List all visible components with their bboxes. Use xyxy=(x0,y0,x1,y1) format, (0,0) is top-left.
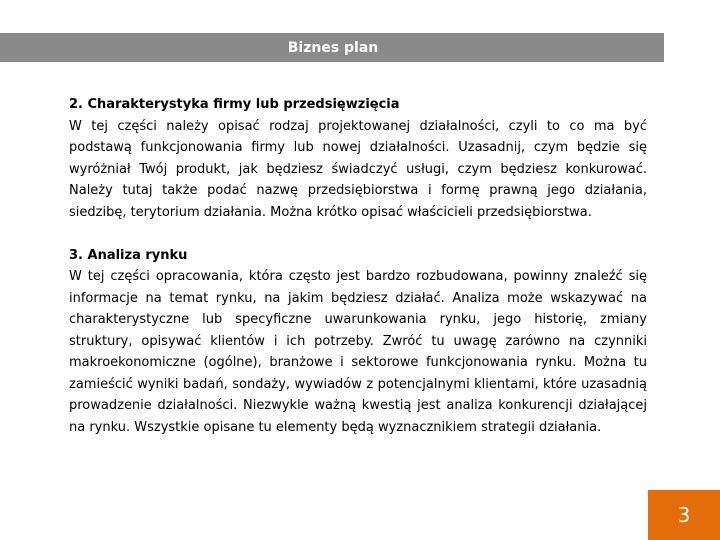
section-body: W tej części opracowania, która często jest bardzo rozbudowana, powinny znaleźć się informacje na temat rynku, na jakim będziesz działać. Analiza może wskazywać na charakterystyczne lub specyficzne uwarunkowania rynku, jego historię, zmiany struktury, opisywać klientów i ich potrzeby. Zwróć tu uwagę zarówno na czynniki makroekonomiczne (ogólne), branżowe i sektorowe funkcjonowania rynku. Można tu zamieścić wyniki badań, sondaży, wywiadów z potencjalnymi klientami, które uzasadnią prowadzenie działalności. Niezwykle ważną kwestią jest analiza konkurencji działającej na rynku. Wszystkie opisane tu elementy będą wyznacznikiem strategii działania. xyxy=(69,269,647,435)
page-number-badge xyxy=(648,490,720,540)
section-market-analysis xyxy=(69,245,647,439)
section-heading: 2. Charakterystyka firmy lub przedsięwzięcia xyxy=(69,97,400,112)
section-heading: 3. Analiza rynku xyxy=(69,247,188,263)
slide-content xyxy=(69,94,647,438)
section-company-description xyxy=(69,94,647,223)
slide-title: Biznes plan xyxy=(287,39,379,56)
page-number: 3 xyxy=(677,503,691,527)
section-body: W tej części należy opisać rodzaj projektowanej działalności, czyli to co ma być podstawą funkcjonowania firmy lub nowej działalności. Uzasadnij, czym będzie się wyróżniał Twój produkt, jak będziesz świadczyć usługi, czym będziesz konkurować. Należy tutaj także podać nazwę przedsiębiorstwa i formę prawną jego działania, siedzibę, terytorium działania. Można krótko opisać właścicieli przedsiębiorstwa. xyxy=(69,118,647,220)
header-bar xyxy=(0,33,664,62)
